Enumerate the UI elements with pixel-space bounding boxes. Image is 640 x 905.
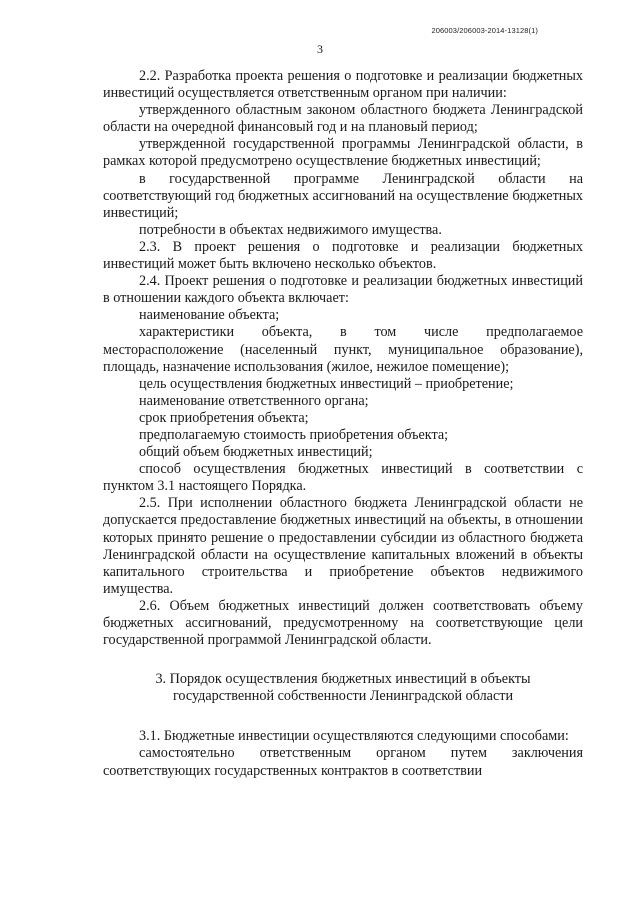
document-body	[103, 68, 583, 780]
paragraph: 2.2. Разработка проекта решения о подготовке и реализации бюджетных инвестиций осуществляется ответственным органом при наличии:	[103, 68, 583, 102]
paragraph: наименование ответственного органа;	[139, 392, 369, 409]
page-number: 3	[317, 42, 323, 56]
paragraph: срок приобретения объекта;	[139, 409, 309, 426]
section-heading: 3. Порядок осуществления бюджетных инвестиций в объекты государственной собственности Ленинградской области	[155, 671, 531, 705]
paragraph: 2.3. В проект решения о подготовке и реализации бюджетных инвестиций может быть включено несколько объектов.	[103, 238, 583, 273]
paragraph: наименование объекта;	[139, 307, 280, 324]
paragraph: общий объем бюджетных инвестиций;	[139, 444, 373, 461]
paragraph: потребности в объектах недвижимого имущества.	[139, 221, 442, 238]
paragraph: самостоятельно ответственным органом путем заключения соответствующих государственных контрактов в соответствии	[103, 745, 583, 779]
paragraph: 2.5. При исполнении областного бюджета Ленинградской области не допускается предоставление бюджетных инвестиций на объекты, в отношении которых принято решение о предоставлении субсидии из областного бюджета Ленинградской области на осуществление капитальных вложений в объекты капитального строительства и приобретение объектов недвижимого имущества.	[103, 495, 583, 597]
paragraph: утвержденной государственной программы Ленинградской области, в рамках которой предусмотрено осуществление бюджетных инвестиций;	[103, 136, 583, 170]
document-code: 206003/206003-2014-13128(1)	[431, 26, 538, 35]
paragraph: 3.1. Бюджетные инвестиции осуществляются следующими способами:	[139, 728, 569, 745]
paragraph: утвержденного областным законом областного бюджета Ленинградской области на очередной финансовый год и на плановый период;	[103, 102, 583, 136]
paragraph: предполагаемую стоимость приобретения объекта;	[139, 426, 449, 443]
paragraph: 2.6. Объем бюджетных инвестиций должен соответствовать объему бюджетных ассигнований, предусмотренному на соответствующие цели государственной программой Ленинградской области.	[103, 597, 583, 649]
paragraph: способ осуществления бюджетных инвестиций в соответствии с пунктом 3.1 настоящего Порядка.	[103, 461, 583, 495]
paragraph: 2.4. Проект решения о подготовке и реализации бюджетных инвестиций в отношении каждого объекта включает:	[103, 273, 583, 307]
paragraph: цель осуществления бюджетных инвестиций – приобретение;	[139, 375, 514, 392]
paragraph: в государственной программе Ленинградской области на соответствующий год бюджетных ассигнований на осуществление бюджетных инвестиций;	[103, 170, 583, 221]
paragraph: характеристики объекта, в том числе предполагаемое месторасположение (населенный пункт, муниципальное образование), площадь, назначение использования (жилое, нежилое помещение);	[103, 324, 583, 375]
